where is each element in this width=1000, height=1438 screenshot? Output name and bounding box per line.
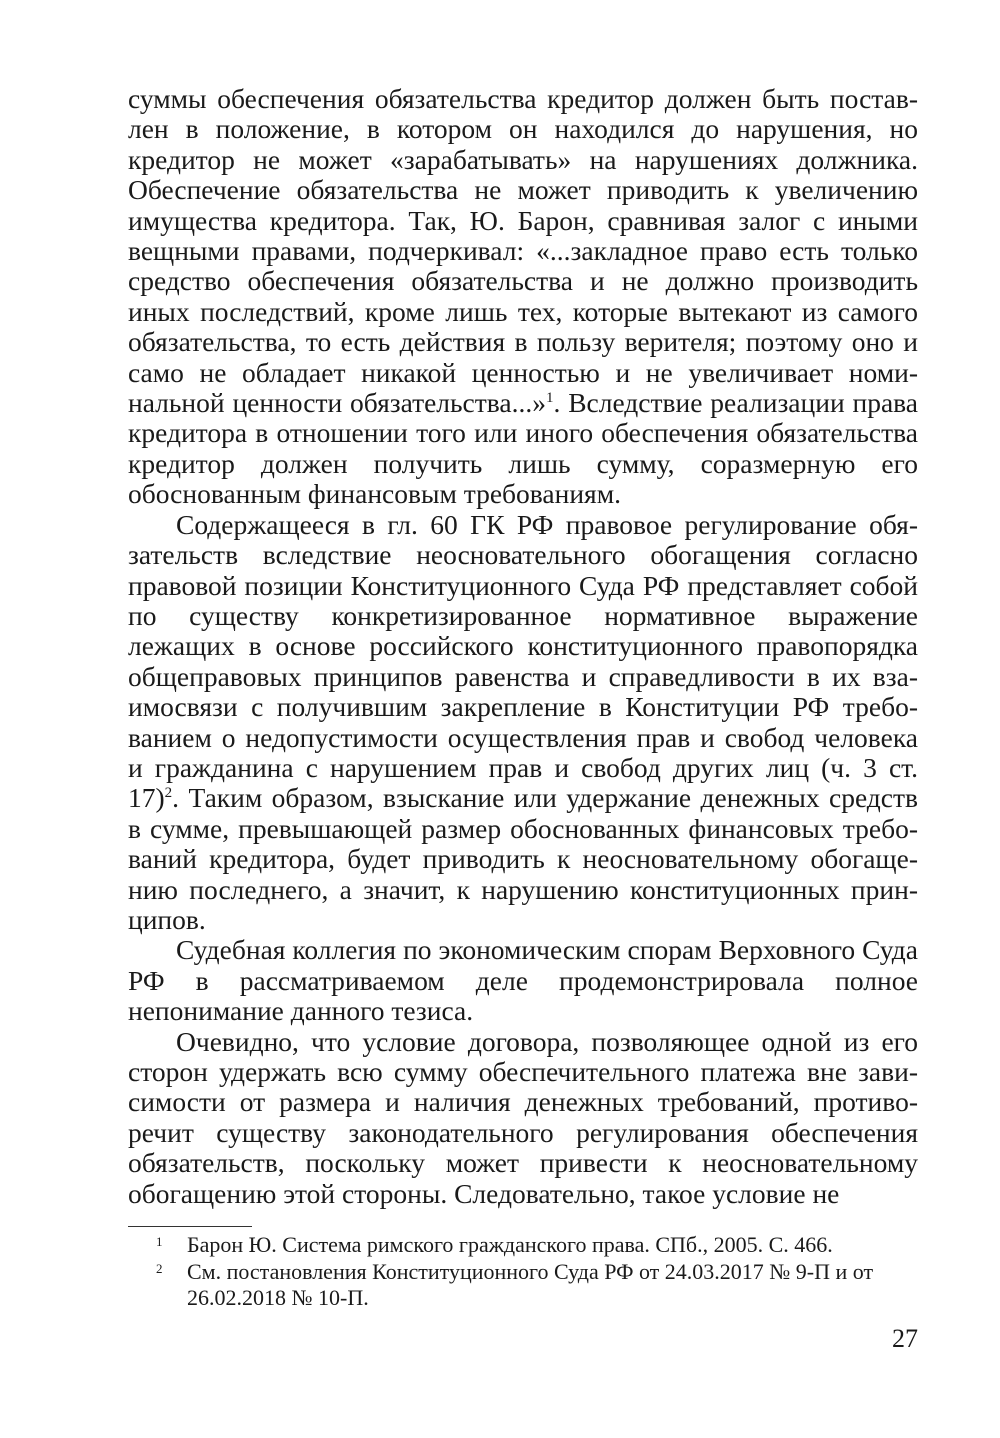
paragraph-4: Очевидно, что условие договора, позволяющее одной из его сторон удержать всю сумму обеспечительного платежа вне зависимости от размера и наличия денежных требований, противоречит существу законодательного регулирования обеспечения обязательств, поскольку может привести к неосновательному обогащению этой стороны. Следовательно, такое условие не <box>128 1025 918 1209</box>
page-number: 27 <box>892 1324 918 1353</box>
footnote-1-text: Барон Ю. Система римского гражданского права. СПб., 2005. С. 466. <box>187 1232 833 1257</box>
paragraph-2-tail: . Таким образом, взыскание или удержание денежных средств в сумме, превышающей размер обоснованных финансовых требований кредитора, будет приводить к неосновательному обогащению последнего, а значит, к нарушению конституционных принципов. <box>128 782 918 935</box>
footnotes <box>128 1232 918 1312</box>
footnote-2-number: 2 <box>156 1260 163 1276</box>
paragraph-1-tail: . Вследствие реализации права кредитора в отношении того или иного обеспечения обязательства кредитор должен получить лишь сумму, соразмерную его обоснованным финансовым требованиям. <box>128 387 918 510</box>
paragraph-3: Судебная коллегия по экономическим спорам Верховного Суда РФ в рассматриваемом деле продемонстрировала полное непонимание данного тезиса. <box>128 934 918 1027</box>
main-text <box>128 84 918 1209</box>
footnote-2 <box>128 1259 918 1312</box>
paragraph-2-text: Содержащееся в гл. 60 ГК РФ правовое регулирование обязательств вследствие неосновательного обогащения согласно правовой позиции Конституционного Суда РФ представляет собой по существу конкретизированное нормативное выражение лежащих в основе российского конституционного правопорядка общеправовых принципов равенства и справедливости в их взаимосвязи с получившим закрепление в Конституции РФ требованием о недопустимости осуществления прав и свобод человека и гражданина с нарушением прав и свобод других лиц (ч. 3 ст. 17) <box>128 508 918 814</box>
footnote-ref-2: 2 <box>164 785 173 802</box>
footnote-1 <box>128 1232 918 1259</box>
paragraph-1 <box>128 84 918 510</box>
footnote-2-text: См. постановления Конституционного Суда РФ от 24.03.2017 № 9-П и от 26.02.2018 № 10-П. <box>187 1258 874 1310</box>
footnote-ref-1: 1 <box>545 389 554 406</box>
paragraph-1-text: суммы обеспечения обязательства кредитор должен быть поставлен в положение, в котором он находился до нарушения, но кредитор не может «зарабатывать» на нарушениях должника. Обеспечение обязательства не может приводить к увеличению имущества кредитора. Так, Ю. Барон, сравнивая залог с иными вещными правами, подчеркивал: «...закладное право есть только средство обеспечения обязательства и не должно производить иных последствий, кроме лишь тех, которые вытекают из самого обязательства, то есть действия в пользу верителя; поэтому оно и само не обладает никакой ценностью и не увеличивает номинальной ценности обязательства...» <box>128 83 918 419</box>
footnote-divider <box>128 1226 252 1227</box>
footnote-1-number: 1 <box>156 1234 163 1249</box>
paragraph-2 <box>128 510 918 936</box>
